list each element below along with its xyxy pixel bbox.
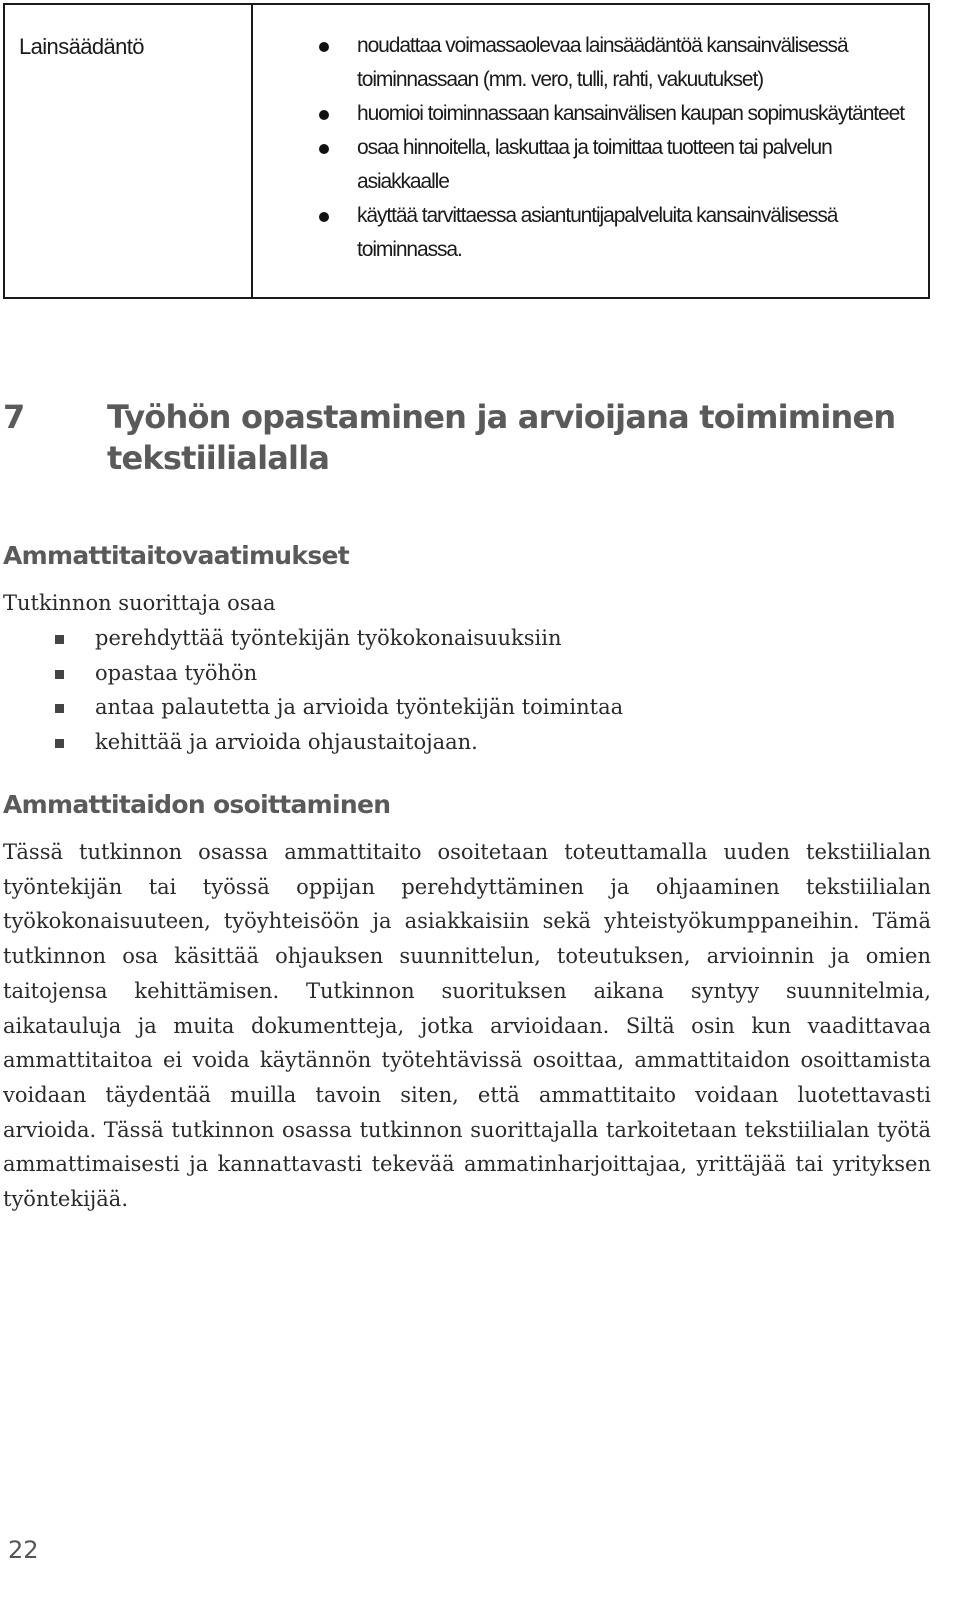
legislation-list — [319, 29, 928, 267]
requirements-list — [3, 621, 623, 759]
legislation-items-cell — [253, 5, 928, 297]
list-item: perehdyttää työntekijän työkokonaisuuksiin — [3, 621, 623, 656]
chapter-title-line1: Työhön opastaminen ja arvioijana toimiminen — [107, 398, 896, 436]
list-item: käyttää tarvittaessa asiantuntijapalveluita kansainvälisessä toiminnassa. — [319, 199, 928, 267]
demonstration-heading: Ammattitaidon osoittaminen — [3, 790, 391, 819]
demonstration-paragraph: Tässä tutkinnon osassa ammattitaito osoitetaan toteuttamalla uuden tekstiilialan työntekijän tai työssä oppijan perehdyttäminen ja ohjaaminen tekstiilialan työkokonaisuuteen, työyhteisöön ja asiakkaisiin sekä yhteistyökumppaneihin. Tämä tutkinnon osa käsittää ohjauksen suunnittelun, toteutuksen, arvioinnin ja omien taitojensa kehittämisen. Tutkinnon suorituksen aikana syntyy suunnitelmia, aikatauluja ja muita dokumentteja, jotka arvioidaan. Siltä osin kun vaadittavaa ammattitaitoa ei voida käytännön työtehtävissä osoittaa, ammattitaidon osoittamista voidaan täydentää muilla tavoin siten, että ammattitaito voidaan luotettavasti arvioida. Tässä tutkinnon osassa tutkinnon suorittajalla tarkoitetaan tekstiilialan työtä ammattimaisesti ja kannattavasti tekevää ammatinharjoittajaa, yrittäjää tai yrityksen työntekijää. — [3, 840, 931, 1212]
legislation-label: Lainsäädäntö — [5, 5, 253, 297]
square-bullet-icon — [55, 704, 64, 713]
list-item: antaa palautetta ja arvioida työntekijän toimintaa — [3, 690, 623, 725]
square-bullet-icon — [55, 739, 64, 748]
requirements-heading: Ammattitaitovaatimukset — [3, 541, 350, 570]
chapter-number: 7 — [3, 398, 25, 436]
bullet-icon — [319, 212, 329, 222]
bullet-icon — [319, 144, 329, 154]
page-number: 22 — [8, 1536, 39, 1564]
chapter-heading — [3, 397, 923, 479]
list-item: noudattaa voimassaolevaa lainsäädäntöä kansainvälisessä toiminnassaan (mm. vero, tulli, rahti, vakuutukset) — [319, 29, 928, 97]
list-item: osaa hinnoitella, laskuttaa ja toimittaa tuotteen tai palvelun asiakkaalle — [319, 131, 928, 199]
chapter-title-line2: tekstiilialalla — [107, 439, 330, 477]
square-bullet-icon — [55, 635, 64, 644]
legislation-table — [3, 3, 930, 299]
bullet-icon — [319, 110, 329, 120]
list-item: huomioi toiminnassaan kansainvälisen kaupan sopimuskäytänteet — [319, 97, 928, 131]
bullet-icon — [319, 42, 329, 52]
square-bullet-icon — [55, 670, 64, 679]
requirements-intro: Tutkinnon suorittaja osaa — [3, 591, 276, 615]
list-item: kehittää ja arvioida ohjaustaitojaan. — [3, 725, 623, 760]
list-item: opastaa työhön — [3, 656, 623, 691]
